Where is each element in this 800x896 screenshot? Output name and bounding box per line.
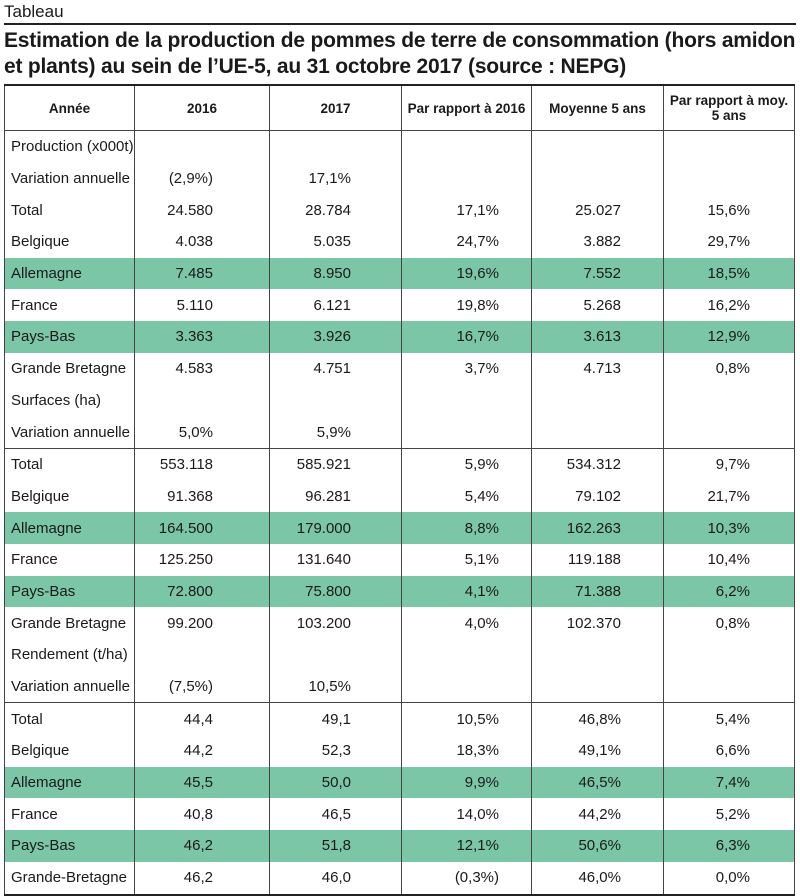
average-5-years: 25.027 xyxy=(532,194,664,226)
table-row xyxy=(5,194,795,226)
average-5-years: 71.388 xyxy=(532,576,664,608)
average-5-years: 46,8% xyxy=(532,703,664,735)
value-2017: 50,0 xyxy=(270,767,402,799)
table-row xyxy=(5,512,795,544)
row-label: Pays-Bas xyxy=(5,830,135,862)
value-2017: 585.921 xyxy=(270,448,402,480)
table-row xyxy=(5,131,795,163)
value-2017: 46,0 xyxy=(270,862,402,895)
change-vs-2016: 9,9% xyxy=(402,767,532,799)
value-2017: 5,9% xyxy=(270,416,402,448)
change-vs-2016 xyxy=(402,163,532,195)
average-5-years: 3.882 xyxy=(532,226,664,258)
change-vs-2016 xyxy=(402,416,532,448)
row-label: Variation annuelle xyxy=(5,416,135,448)
change-vs-2016: 17,1% xyxy=(402,194,532,226)
header-vs-moyenne: Par rapport à moy. 5 ans xyxy=(664,85,795,131)
table-row xyxy=(5,321,795,353)
table-row xyxy=(5,385,795,417)
header-row xyxy=(5,85,795,131)
value-2016: 46,2 xyxy=(135,862,270,895)
value-2016: 5,0% xyxy=(135,416,270,448)
table-title xyxy=(4,23,796,80)
value-2017: 179.000 xyxy=(270,512,402,544)
row-label: Total xyxy=(5,703,135,735)
change-vs-average: 10,3% xyxy=(664,512,795,544)
header-annee: Année xyxy=(5,85,135,131)
value-2016: 46,2 xyxy=(135,830,270,862)
average-5-years: 102.370 xyxy=(532,607,664,639)
value-2017: 103.200 xyxy=(270,607,402,639)
value-2017: 3.926 xyxy=(270,321,402,353)
value-2016: 4.583 xyxy=(135,353,270,385)
average-5-years xyxy=(532,639,664,671)
value-2016: 44,2 xyxy=(135,735,270,767)
value-2016 xyxy=(135,385,270,417)
average-5-years: 3.613 xyxy=(532,321,664,353)
change-vs-2016: 5,4% xyxy=(402,481,532,513)
average-5-years: 50,6% xyxy=(532,830,664,862)
table-row xyxy=(5,735,795,767)
change-vs-average: 0,8% xyxy=(664,607,795,639)
change-vs-2016: 5,9% xyxy=(402,448,532,480)
value-2017: 49,1 xyxy=(270,703,402,735)
change-vs-average: 10,4% xyxy=(664,544,795,576)
table-row xyxy=(5,767,795,799)
value-2017: 4.751 xyxy=(270,353,402,385)
average-5-years: 119.188 xyxy=(532,544,664,576)
change-vs-average: 29,7% xyxy=(664,226,795,258)
change-vs-2016: 19,8% xyxy=(402,289,532,321)
change-vs-average: 0,8% xyxy=(664,353,795,385)
table-row xyxy=(5,258,795,290)
value-2017: 51,8 xyxy=(270,830,402,862)
change-vs-average xyxy=(664,163,795,195)
title-line-2: et plants) au sein de l’UE-5, au 31 octobre 2017 (source : NEPG) xyxy=(4,55,627,78)
change-vs-2016: 10,5% xyxy=(402,703,532,735)
row-label: Allemagne xyxy=(5,767,135,799)
change-vs-average: 6,2% xyxy=(664,576,795,608)
row-label: Variation annuelle xyxy=(5,163,135,195)
change-vs-2016: 14,0% xyxy=(402,798,532,830)
average-5-years: 4.713 xyxy=(532,353,664,385)
value-2016 xyxy=(135,639,270,671)
change-vs-2016: 16,7% xyxy=(402,321,532,353)
change-vs-2016: 12,1% xyxy=(402,830,532,862)
change-vs-2016 xyxy=(402,385,532,417)
row-label: Grande Bretagne xyxy=(5,353,135,385)
value-2016 xyxy=(135,131,270,163)
table-row xyxy=(5,862,795,895)
change-vs-average: 12,9% xyxy=(664,321,795,353)
row-label: France xyxy=(5,798,135,830)
change-vs-2016: 24,7% xyxy=(402,226,532,258)
table-row xyxy=(5,544,795,576)
change-vs-average: 18,5% xyxy=(664,258,795,290)
value-2017: 52,3 xyxy=(270,735,402,767)
title-line-1: Estimation de la production de pommes de terre de consommation (hors amidon xyxy=(4,29,796,52)
table-row xyxy=(5,481,795,513)
value-2016: 24.580 xyxy=(135,194,270,226)
average-5-years xyxy=(532,163,664,195)
value-2017: 5.035 xyxy=(270,226,402,258)
change-vs-average xyxy=(664,385,795,417)
row-label: Pays-Bas xyxy=(5,321,135,353)
change-vs-average: 16,2% xyxy=(664,289,795,321)
header-2017: 2017 xyxy=(270,85,402,131)
value-2017 xyxy=(270,131,402,163)
value-2016: 72.800 xyxy=(135,576,270,608)
change-vs-average: 5,4% xyxy=(664,703,795,735)
change-vs-average: 7,4% xyxy=(664,767,795,799)
row-label: Allemagne xyxy=(5,512,135,544)
row-label: Pays-Bas xyxy=(5,576,135,608)
change-vs-average: 6,6% xyxy=(664,735,795,767)
table-label: Tableau xyxy=(4,2,64,21)
row-label: Grande Bretagne xyxy=(5,607,135,639)
table-row xyxy=(5,671,795,703)
average-5-years xyxy=(532,671,664,703)
value-2016: 3.363 xyxy=(135,321,270,353)
change-vs-average: 6,3% xyxy=(664,830,795,862)
table-row xyxy=(5,607,795,639)
row-label: Grande-Bretagne xyxy=(5,862,135,895)
change-vs-2016: 18,3% xyxy=(402,735,532,767)
change-vs-average xyxy=(664,416,795,448)
table-row xyxy=(5,289,795,321)
header-vs-2016: Par rapport à 2016 xyxy=(402,85,532,131)
value-2016: 4.038 xyxy=(135,226,270,258)
row-label: France xyxy=(5,289,135,321)
value-2016: 91.368 xyxy=(135,481,270,513)
change-vs-average: 9,7% xyxy=(664,448,795,480)
average-5-years xyxy=(532,416,664,448)
value-2016: 164.500 xyxy=(135,512,270,544)
value-2017: 8.950 xyxy=(270,258,402,290)
change-vs-average xyxy=(664,671,795,703)
row-label: Allemagne xyxy=(5,258,135,290)
value-2016: 125.250 xyxy=(135,544,270,576)
value-2016: 7.485 xyxy=(135,258,270,290)
average-5-years xyxy=(532,385,664,417)
change-vs-average: 21,7% xyxy=(664,481,795,513)
row-label: Production (x000t) xyxy=(5,131,135,163)
table-row xyxy=(5,576,795,608)
value-2016: 5.110 xyxy=(135,289,270,321)
value-2017 xyxy=(270,385,402,417)
change-vs-average xyxy=(664,131,795,163)
average-5-years: 5.268 xyxy=(532,289,664,321)
change-vs-average: 0,0% xyxy=(664,862,795,895)
average-5-years: 79.102 xyxy=(532,481,664,513)
row-label: Surfaces (ha) xyxy=(5,385,135,417)
value-2017: 131.640 xyxy=(270,544,402,576)
table-row xyxy=(5,798,795,830)
value-2016: (7,5%) xyxy=(135,671,270,703)
row-label: Total xyxy=(5,194,135,226)
row-label: Belgique xyxy=(5,735,135,767)
value-2017: 96.281 xyxy=(270,481,402,513)
table-row xyxy=(5,703,795,735)
change-vs-average: 15,6% xyxy=(664,194,795,226)
change-vs-2016: 5,1% xyxy=(402,544,532,576)
row-label: France xyxy=(5,544,135,576)
table-row xyxy=(5,226,795,258)
value-2016: 99.200 xyxy=(135,607,270,639)
value-2017: 75.800 xyxy=(270,576,402,608)
average-5-years: 162.263 xyxy=(532,512,664,544)
average-5-years: 44,2% xyxy=(532,798,664,830)
table-row xyxy=(5,830,795,862)
value-2016: (2,9%) xyxy=(135,163,270,195)
production-table xyxy=(4,84,795,896)
row-label: Total xyxy=(5,448,135,480)
change-vs-2016: 19,6% xyxy=(402,258,532,290)
value-2017: 17,1% xyxy=(270,163,402,195)
value-2016: 40,8 xyxy=(135,798,270,830)
average-5-years xyxy=(532,131,664,163)
average-5-years: 7.552 xyxy=(532,258,664,290)
value-2017 xyxy=(270,639,402,671)
change-vs-average: 5,2% xyxy=(664,798,795,830)
table-row xyxy=(5,639,795,671)
change-vs-average xyxy=(664,639,795,671)
table-row xyxy=(5,416,795,448)
average-5-years: 49,1% xyxy=(532,735,664,767)
table-row xyxy=(5,163,795,195)
header-2016: 2016 xyxy=(135,85,270,131)
change-vs-2016: (0,3%) xyxy=(402,862,532,895)
value-2016: 45,5 xyxy=(135,767,270,799)
change-vs-2016 xyxy=(402,131,532,163)
table-row xyxy=(5,448,795,480)
value-2017: 6.121 xyxy=(270,289,402,321)
change-vs-2016 xyxy=(402,671,532,703)
header-moyenne-5-ans: Moyenne 5 ans xyxy=(532,85,664,131)
value-2017: 10,5% xyxy=(270,671,402,703)
row-label: Variation annuelle xyxy=(5,671,135,703)
change-vs-2016: 8,8% xyxy=(402,512,532,544)
row-label: Rendement (t/ha) xyxy=(5,639,135,671)
change-vs-2016: 4,0% xyxy=(402,607,532,639)
average-5-years: 534.312 xyxy=(532,448,664,480)
row-label: Belgique xyxy=(5,226,135,258)
average-5-years: 46,5% xyxy=(532,767,664,799)
change-vs-2016: 4,1% xyxy=(402,576,532,608)
value-2016: 44,4 xyxy=(135,703,270,735)
table-row xyxy=(5,353,795,385)
change-vs-2016 xyxy=(402,639,532,671)
value-2016: 553.118 xyxy=(135,448,270,480)
value-2017: 28.784 xyxy=(270,194,402,226)
change-vs-2016: 3,7% xyxy=(402,353,532,385)
row-label: Belgique xyxy=(5,481,135,513)
value-2017: 46,5 xyxy=(270,798,402,830)
average-5-years: 46,0% xyxy=(532,862,664,895)
